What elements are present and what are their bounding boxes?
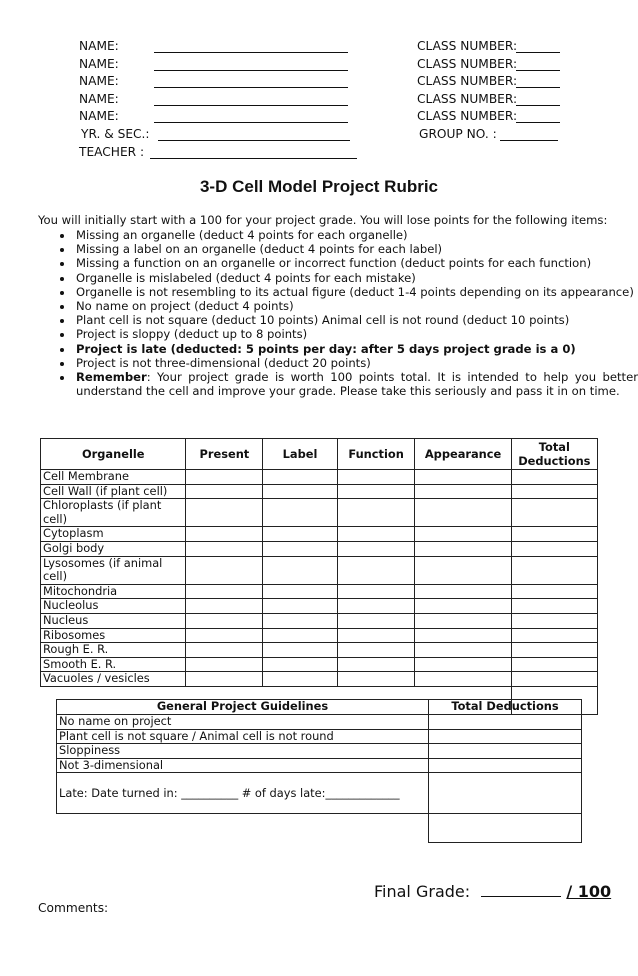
deduction-cell[interactable] xyxy=(428,744,581,759)
organelle-name: Golgi body xyxy=(41,541,186,556)
table-row xyxy=(41,613,598,628)
guideline-name: Plant cell is not square / Animal cell is not round xyxy=(57,729,429,744)
score-cell[interactable] xyxy=(186,599,263,614)
guidelines-table xyxy=(56,699,582,843)
score-cell[interactable] xyxy=(415,541,511,556)
organelle-name: Smooth E. R. xyxy=(41,657,186,672)
rubric-header-cell: Organelle xyxy=(41,439,186,470)
deduction-item: • Missing an organelle (deduct 4 points for each organelle) xyxy=(74,228,638,242)
rubric-header-cell: Present xyxy=(186,439,263,470)
header-left-label: NAME: xyxy=(79,92,119,106)
intro-text: You will initially start with a 100 for your project grade. You will lose points for the following items: xyxy=(38,213,608,227)
score-cell[interactable] xyxy=(415,527,511,542)
header-row xyxy=(0,39,638,57)
score-cell[interactable] xyxy=(511,657,597,672)
header-right-label: GROUP NO. : xyxy=(419,127,497,141)
rubric-header-cell: Appearance xyxy=(415,439,511,470)
score-cell[interactable] xyxy=(511,643,597,658)
score-cell[interactable] xyxy=(263,613,337,628)
table-row xyxy=(57,729,582,744)
table-row xyxy=(57,715,582,730)
score-cell[interactable] xyxy=(511,470,597,485)
score-cell[interactable] xyxy=(511,672,597,687)
name-blank[interactable] xyxy=(154,87,348,88)
rubric-header-row xyxy=(41,439,598,470)
organelle-name: Cytoplasm xyxy=(41,527,186,542)
score-cell[interactable] xyxy=(415,584,511,599)
table-row xyxy=(41,541,598,556)
final-grade-total: / 100 xyxy=(566,882,612,901)
table-row xyxy=(41,628,598,643)
guideline-name: No name on project xyxy=(57,715,429,730)
score-cell[interactable] xyxy=(263,643,337,658)
score-cell[interactable] xyxy=(263,599,337,614)
deduction-item: • Organelle is not resembling to its actual figure (deduct 1-4 points depending on its appearance) xyxy=(74,285,638,299)
score-cell[interactable] xyxy=(263,470,337,485)
organelle-name: Nucleolus xyxy=(41,599,186,614)
score-cell[interactable] xyxy=(186,527,263,542)
score-cell[interactable] xyxy=(337,484,415,499)
score-cell[interactable] xyxy=(337,599,415,614)
table-row xyxy=(41,584,598,599)
score-cell[interactable] xyxy=(511,613,597,628)
score-cell[interactable] xyxy=(186,470,263,485)
score-cell[interactable] xyxy=(415,470,511,485)
guidelines-total-cell[interactable] xyxy=(428,814,581,843)
score-cell[interactable] xyxy=(263,628,337,643)
deduction-item: • Missing a label on an organelle (deduct 4 points for each label) xyxy=(74,242,638,256)
number-blank[interactable] xyxy=(500,140,558,141)
deduction-item: • Organelle is mislabeled (deduct 4 points for each mistake) xyxy=(74,271,638,285)
score-cell[interactable] xyxy=(337,628,415,643)
score-cell[interactable] xyxy=(511,628,597,643)
score-cell[interactable] xyxy=(415,672,511,687)
table-row xyxy=(41,657,598,672)
table-row xyxy=(41,527,598,542)
table-row xyxy=(41,599,598,614)
score-cell[interactable] xyxy=(263,527,337,542)
score-cell[interactable] xyxy=(337,556,415,584)
score-cell[interactable] xyxy=(511,527,597,542)
score-cell[interactable] xyxy=(186,672,263,687)
deduction-cell[interactable] xyxy=(428,729,581,744)
score-cell[interactable] xyxy=(186,628,263,643)
organelle-name: Ribosomes xyxy=(41,628,186,643)
score-cell[interactable] xyxy=(337,470,415,485)
deduction-cell[interactable] xyxy=(428,773,581,814)
rubric-header-cell: Label xyxy=(263,439,337,470)
header-left-label: TEACHER : xyxy=(79,145,145,159)
score-cell[interactable] xyxy=(337,672,415,687)
score-cell[interactable] xyxy=(263,584,337,599)
guidelines-total-row xyxy=(57,814,582,843)
header-left-label: NAME: xyxy=(79,74,119,88)
final-grade-blank[interactable] xyxy=(481,880,561,897)
name-blank[interactable] xyxy=(154,105,348,106)
header-row xyxy=(0,109,638,127)
number-blank[interactable] xyxy=(516,52,560,53)
table-row xyxy=(41,499,598,527)
score-cell[interactable] xyxy=(415,599,511,614)
page-title: 3-D Cell Model Project Rubric xyxy=(199,177,439,196)
score-cell[interactable] xyxy=(186,657,263,672)
name-blank[interactable] xyxy=(158,140,350,141)
remember-item xyxy=(74,370,638,398)
score-cell[interactable] xyxy=(337,527,415,542)
score-cell[interactable] xyxy=(337,613,415,628)
score-cell[interactable] xyxy=(415,499,511,527)
score-cell[interactable] xyxy=(263,657,337,672)
score-cell[interactable] xyxy=(186,556,263,584)
score-cell[interactable] xyxy=(263,484,337,499)
number-blank[interactable] xyxy=(516,122,560,123)
table-row xyxy=(41,470,598,485)
header-right-label: CLASS NUMBER: xyxy=(417,39,518,53)
organelle-name: Lysosomes (if animal cell) xyxy=(41,556,186,584)
remember-text: : Your project grade is worth 100 points total. It is intended to help you better understand the cell and improve your grade. Please take this seriously and pass it in on time. xyxy=(76,370,638,399)
score-cell[interactable] xyxy=(415,484,511,499)
table-row xyxy=(41,484,598,499)
score-cell[interactable] xyxy=(186,613,263,628)
deduction-cell[interactable] xyxy=(428,715,581,730)
deduction-cell[interactable] xyxy=(428,758,581,773)
deduction-item: • Project is sloppy (deduct up to 8 points) xyxy=(74,327,638,341)
deduction-item: • Project is not three-dimensional (deduct 20 points) xyxy=(74,356,638,370)
score-cell[interactable] xyxy=(415,643,511,658)
guideline-name: Not 3-dimensional xyxy=(57,758,429,773)
score-cell[interactable] xyxy=(186,541,263,556)
header-left-label: NAME: xyxy=(79,109,119,123)
header-left-label: YR. & SEC.: xyxy=(81,127,150,141)
comments-label: Comments: xyxy=(38,901,109,915)
score-cell[interactable] xyxy=(337,657,415,672)
score-cell[interactable] xyxy=(186,484,263,499)
organelle-name: Vacuoles / vesicles xyxy=(41,672,186,687)
name-blank[interactable] xyxy=(154,122,348,123)
deduction-item: • No name on project (deduct 4 points) xyxy=(74,299,638,313)
score-cell[interactable] xyxy=(263,672,337,687)
late-row xyxy=(57,773,582,814)
score-cell[interactable] xyxy=(415,556,511,584)
header-right-label: CLASS NUMBER: xyxy=(417,92,518,106)
score-cell[interactable] xyxy=(511,556,597,584)
score-cell[interactable] xyxy=(186,643,263,658)
number-blank[interactable] xyxy=(516,87,560,88)
score-cell[interactable] xyxy=(337,541,415,556)
deduction-list xyxy=(38,228,638,398)
header-right-label: CLASS NUMBER: xyxy=(417,57,518,71)
organelle-rubric-table xyxy=(40,438,598,715)
score-cell[interactable] xyxy=(511,499,597,527)
table-row xyxy=(41,643,598,658)
header-left-label: NAME: xyxy=(79,57,119,71)
score-cell[interactable] xyxy=(337,499,415,527)
header-row xyxy=(0,57,638,75)
number-blank[interactable] xyxy=(516,105,560,106)
guideline-name: Sloppiness xyxy=(57,744,429,759)
organelle-name: Cell Membrane xyxy=(41,470,186,485)
header-right-label: CLASS NUMBER: xyxy=(417,74,518,88)
score-cell[interactable] xyxy=(511,599,597,614)
score-cell[interactable] xyxy=(415,613,511,628)
table-row xyxy=(57,758,582,773)
score-cell[interactable] xyxy=(186,584,263,599)
organelle-name: Nucleus xyxy=(41,613,186,628)
deduction-item: • Project is late (deducted: 5 points per day: after 5 days project grade is a 0) xyxy=(74,342,638,356)
rubric-header-cell: Total Deductions xyxy=(511,439,597,470)
deduction-item: • Missing a function on an organelle or incorrect function (deduct points for each function) xyxy=(74,256,638,270)
header-left-label: NAME: xyxy=(79,39,119,53)
score-cell[interactable] xyxy=(263,541,337,556)
guidelines-header-row xyxy=(57,700,582,715)
score-cell[interactable] xyxy=(511,541,597,556)
remember-label: Remember xyxy=(76,370,147,385)
header-right-label: CLASS NUMBER: xyxy=(417,109,518,123)
organelle-name: Rough E. R. xyxy=(41,643,186,658)
name-blank[interactable] xyxy=(150,158,357,159)
score-cell[interactable] xyxy=(511,584,597,599)
guidelines-total-spacer xyxy=(57,814,429,843)
score-cell[interactable] xyxy=(415,657,511,672)
table-row xyxy=(41,672,598,687)
guidelines-header-cell: General Project Guidelines xyxy=(57,700,429,715)
score-cell[interactable] xyxy=(263,499,337,527)
header-row xyxy=(0,74,638,92)
score-cell[interactable] xyxy=(337,584,415,599)
organelle-name: Mitochondria xyxy=(41,584,186,599)
organelle-name: Chloroplasts (if plant cell) xyxy=(41,499,186,527)
header-row xyxy=(0,145,638,163)
score-cell[interactable] xyxy=(263,556,337,584)
score-cell[interactable] xyxy=(511,484,597,499)
organelle-name: Cell Wall (if plant cell) xyxy=(41,484,186,499)
name-blank[interactable] xyxy=(154,52,348,53)
number-blank[interactable] xyxy=(516,70,560,71)
name-blank[interactable] xyxy=(154,70,348,71)
final-grade xyxy=(374,880,611,901)
score-cell[interactable] xyxy=(415,628,511,643)
table-row xyxy=(57,744,582,759)
score-cell[interactable] xyxy=(186,499,263,527)
header-row xyxy=(0,92,638,110)
table-row xyxy=(41,556,598,584)
score-cell[interactable] xyxy=(337,643,415,658)
final-grade-label: Final Grade: xyxy=(374,882,471,901)
header-row xyxy=(0,127,638,145)
rubric-header-cell: Function xyxy=(337,439,415,470)
deduction-item: • Plant cell is not square (deduct 10 points) Animal cell is not round (deduct 10 points) xyxy=(74,313,638,327)
guidelines-header-cell: Total Deductions xyxy=(428,700,581,715)
late-info[interactable]: Late: Date turned in: __________ # of days late:_____________ xyxy=(57,773,429,814)
